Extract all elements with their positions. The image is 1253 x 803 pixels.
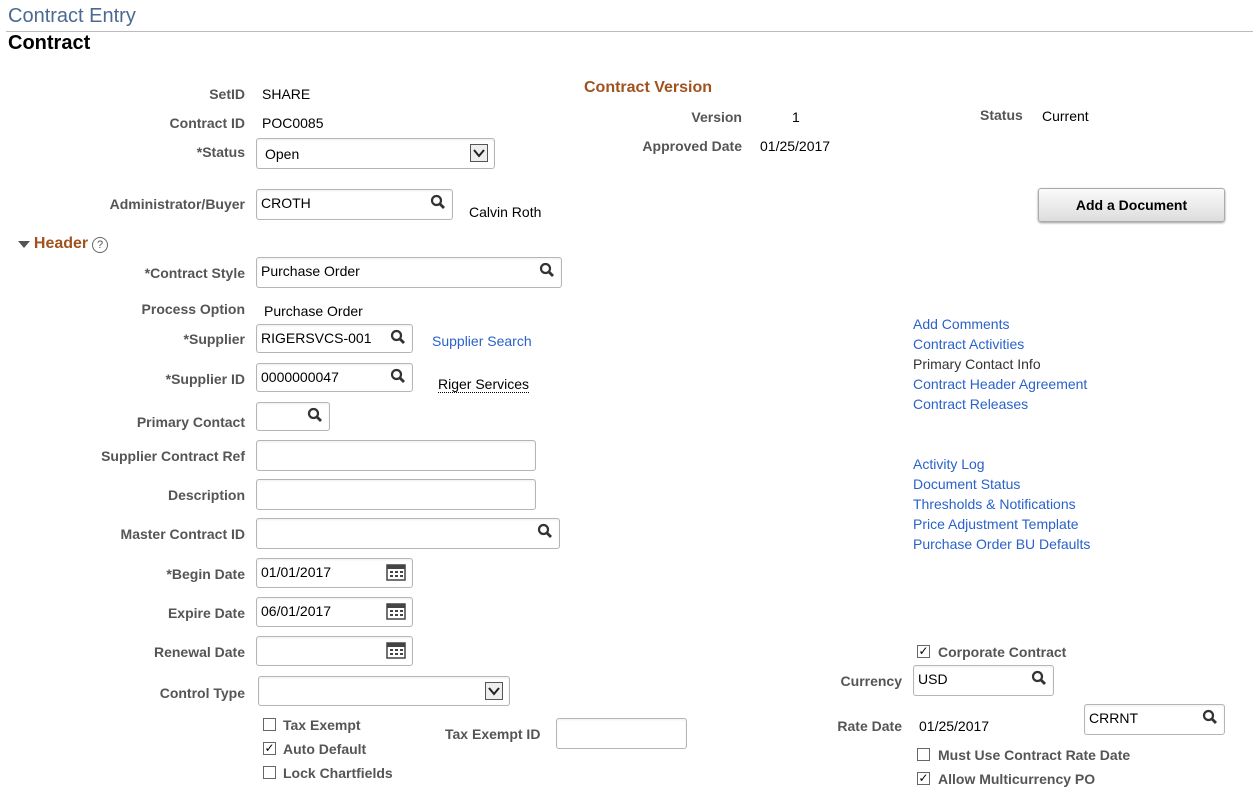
- contract-style-input[interactable]: [256, 257, 562, 288]
- version-value: 1: [792, 109, 800, 125]
- expire-date-input[interactable]: [256, 597, 413, 627]
- description-label: Description: [167, 487, 245, 503]
- supplier-value: RIGERSVCS-001: [261, 330, 372, 346]
- supplier-contract-ref-input[interactable]: [256, 440, 536, 471]
- contract-style-value: Purchase Order: [261, 263, 360, 279]
- search-icon[interactable]: [390, 368, 406, 384]
- supplier-contract-ref-label: Supplier Contract Ref: [101, 448, 245, 464]
- approved-date-label: Approved Date: [642, 138, 742, 154]
- page-title: Contract Entry: [8, 5, 136, 27]
- calendar-icon[interactable]: [386, 602, 406, 620]
- search-icon[interactable]: [1031, 670, 1047, 686]
- renewal-date-input[interactable]: [256, 636, 413, 666]
- corporate-contract-checkbox[interactable]: ✓: [918, 644, 929, 658]
- rate-date-value: 01/25/2017: [919, 718, 990, 734]
- description-input[interactable]: [256, 479, 536, 510]
- contract-id-value: POC0085: [262, 115, 324, 131]
- price-adjustment-template-link[interactable]: Price Adjustment Template: [913, 516, 1079, 532]
- allow-multicurrency-label: Allow Multicurrency PO: [938, 771, 1096, 787]
- search-icon[interactable]: [539, 262, 555, 278]
- search-icon[interactable]: [1202, 709, 1218, 725]
- search-icon[interactable]: [307, 407, 323, 423]
- currency-label: Currency: [840, 673, 902, 689]
- admin-label: Administrator/Buyer: [109, 196, 245, 212]
- primary-contact-label: Primary Contact: [136, 414, 245, 430]
- collapse-triangle-icon: [18, 241, 30, 248]
- auto-default-label: Auto Default: [283, 741, 367, 757]
- setid-label: SetID: [209, 86, 245, 102]
- begin-date-label: *Begin Date: [166, 566, 245, 582]
- chevron-down-icon: [485, 682, 503, 700]
- contract-releases-link[interactable]: Contract Releases: [913, 396, 1029, 412]
- contract-version-heading: Contract Version: [584, 79, 713, 96]
- currency-value: USD: [918, 671, 948, 687]
- add-document-button[interactable]: Add a Document: [1038, 188, 1225, 222]
- corporate-contract-label: Corporate Contract: [938, 644, 1067, 660]
- expire-date-label: Expire Date: [167, 605, 245, 621]
- rate-date-label: Rate Date: [837, 718, 902, 734]
- admin-name: Calvin Roth: [469, 204, 542, 220]
- lock-chartfields-checkbox[interactable]: [263, 766, 276, 779]
- renewal-date-label: Renewal Date: [153, 644, 245, 660]
- must-use-rate-date-checkbox[interactable]: [917, 748, 930, 761]
- header-section-toggle[interactable]: [18, 235, 108, 253]
- admin-value: CROTH: [261, 195, 311, 211]
- control-type-select[interactable]: [258, 676, 510, 706]
- add-comments-link[interactable]: Add Comments: [913, 316, 1010, 332]
- search-icon[interactable]: [430, 194, 446, 210]
- supplier-id-label: *Supplier ID: [165, 371, 245, 387]
- supplier-name[interactable]: Riger Services: [438, 376, 530, 392]
- po-bu-defaults-link[interactable]: Purchase Order BU Defaults: [913, 536, 1091, 552]
- approved-date-value: 01/25/2017: [760, 138, 831, 154]
- calendar-icon[interactable]: [386, 563, 406, 581]
- calendar-icon[interactable]: [386, 641, 406, 659]
- primary-contact-input[interactable]: [256, 402, 330, 431]
- tax-exempt-label: Tax Exempt: [283, 717, 361, 733]
- rate-type-value: CRRNT: [1089, 710, 1138, 726]
- status-select[interactable]: [256, 138, 495, 169]
- process-option-label: Process Option: [141, 301, 245, 317]
- version-status-label: Status: [980, 107, 1023, 123]
- rate-type-input[interactable]: [1084, 704, 1225, 735]
- process-option-value: Purchase Order: [264, 303, 363, 319]
- allow-multicurrency-checkbox[interactable]: ✓: [918, 771, 929, 785]
- master-contract-id-label: Master Contract ID: [120, 526, 245, 542]
- activity-log-link[interactable]: Activity Log: [913, 456, 985, 472]
- tax-exempt-id-label: Tax Exempt ID: [445, 726, 541, 742]
- supplier-search-link[interactable]: Supplier Search: [432, 333, 532, 349]
- thresholds-notifications-link[interactable]: Thresholds & Notifications: [913, 496, 1076, 512]
- status-label: *Status: [196, 144, 245, 160]
- contract-header-agreement-link[interactable]: Contract Header Agreement: [913, 376, 1088, 392]
- supplier-label: *Supplier: [183, 331, 245, 347]
- supplier-id-input[interactable]: [256, 363, 413, 392]
- search-icon[interactable]: [537, 523, 553, 539]
- document-status-link[interactable]: Document Status: [913, 476, 1021, 492]
- status-value: Open: [265, 146, 300, 162]
- contract-style-label: *Contract Style: [144, 265, 245, 281]
- search-icon[interactable]: [390, 329, 406, 345]
- lock-chartfields-label: Lock Chartfields: [283, 765, 393, 781]
- contract-id-label: Contract ID: [169, 115, 245, 131]
- primary-contact-info-text: Primary Contact Info: [913, 356, 1041, 372]
- admin-input[interactable]: [256, 189, 453, 220]
- begin-date-value: 01/01/2017: [261, 564, 332, 580]
- begin-date-input[interactable]: [256, 558, 413, 588]
- supplier-input[interactable]: [256, 324, 413, 353]
- expire-date-value: 06/01/2017: [261, 603, 332, 619]
- setid-value: SHARE: [262, 86, 311, 102]
- chevron-down-icon: [470, 144, 488, 162]
- tax-exempt-checkbox[interactable]: [263, 718, 276, 731]
- version-label: Version: [691, 109, 742, 125]
- currency-input[interactable]: [913, 665, 1054, 696]
- master-contract-id-input[interactable]: [256, 518, 560, 549]
- contract-activities-link[interactable]: Contract Activities: [913, 336, 1025, 352]
- title-divider: [6, 31, 1253, 32]
- version-status-value: Current: [1042, 108, 1089, 124]
- tax-exempt-id-input[interactable]: [556, 718, 687, 749]
- must-use-rate-date-label: Must Use Contract Rate Date: [938, 747, 1131, 763]
- help-icon[interactable]: ?: [92, 237, 108, 253]
- auto-default-checkbox[interactable]: ✓: [264, 741, 275, 755]
- page-subtitle: Contract: [8, 32, 91, 54]
- supplier-id-value: 0000000047: [261, 369, 339, 385]
- header-section-label: Header: [33, 235, 89, 252]
- control-type-label: Control Type: [159, 685, 245, 701]
